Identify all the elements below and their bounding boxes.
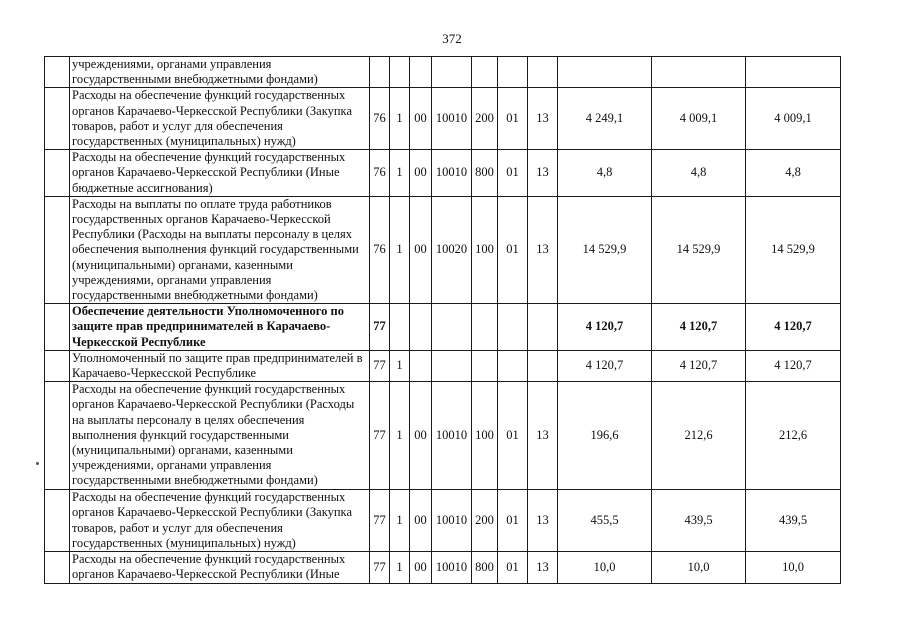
page-number: 372 [442, 31, 462, 46]
amount-year3-cell: 10,0 [746, 552, 841, 584]
razdel-cell: 1 [390, 382, 410, 490]
amount-year2-cell: 439,5 [652, 490, 746, 552]
vedomstvo-cell [370, 57, 390, 88]
program-cell: 00 [410, 196, 432, 303]
amount-year1-cell [558, 57, 652, 88]
vedomstvo-cell: 76 [370, 196, 390, 303]
csr-cell [528, 57, 558, 88]
amount-year2-cell: 10,0 [652, 552, 746, 584]
podrazdel-cell: 01 [498, 150, 528, 197]
podrazdel-cell [498, 350, 528, 381]
table-row [45, 196, 841, 303]
item-name-cell: учреждениями, органами управления государственными внебюджетными фондами) [70, 57, 370, 88]
amount-year3-cell [746, 57, 841, 88]
item-name-cell: Расходы на обеспечение функций государственных органов Карачаево-Черкесской Республики (Иные бюджетные ассигнования) [70, 150, 370, 197]
item-name-cell: Обеспечение деятельности Уполномоченного по защите прав предпринимателей в Карачаево-Черкесской Республике [70, 304, 370, 351]
vid-rashodov-cell: 200 [472, 88, 498, 150]
program-cell [410, 57, 432, 88]
table-row [45, 88, 841, 150]
code-cell: 10010 [432, 382, 472, 490]
program-cell: 00 [410, 150, 432, 197]
razdel-cell [390, 57, 410, 88]
vid-rashodov-cell [472, 57, 498, 88]
table-body [45, 57, 841, 584]
program-cell [410, 350, 432, 381]
row-number-cell [45, 552, 70, 584]
csr-cell [528, 304, 558, 351]
table-row [45, 57, 841, 88]
item-name-cell: Расходы на обеспечение функций государственных органов Карачаево-Черкесской Республики (Закупка товаров, работ и услуг для обеспечения государственных (муниципальных) нужд) [70, 490, 370, 552]
csr-cell: 13 [528, 382, 558, 490]
item-name-cell: Расходы на обеспечение функций государственных органов Карачаево-Черкесской Республики (Закупка товаров, работ и услуг для обеспечения государственных (муниципальных) нужд) [70, 88, 370, 150]
vid-rashodov-cell [472, 304, 498, 351]
vedomstvo-cell: 77 [370, 350, 390, 381]
amount-year3-cell: 4 120,7 [746, 350, 841, 381]
table-row [45, 382, 841, 490]
podrazdel-cell: 01 [498, 490, 528, 552]
table-row [45, 490, 841, 552]
budget-table [44, 56, 841, 584]
table-row [45, 552, 841, 584]
amount-year1-cell: 10,0 [558, 552, 652, 584]
vedomstvo-cell: 77 [370, 490, 390, 552]
razdel-cell: 1 [390, 88, 410, 150]
amount-year2-cell: 4,8 [652, 150, 746, 197]
code-cell: 10010 [432, 150, 472, 197]
code-cell: 10010 [432, 552, 472, 584]
amount-year3-cell: 439,5 [746, 490, 841, 552]
amount-year3-cell: 4 009,1 [746, 88, 841, 150]
vedomstvo-cell: 76 [370, 150, 390, 197]
amount-year2-cell: 4 120,7 [652, 350, 746, 381]
amount-year2-cell: 4 120,7 [652, 304, 746, 351]
podrazdel-cell [498, 57, 528, 88]
item-name-cell: Расходы на обеспечение функций государственных органов Карачаево-Черкесской Республики (Иные [70, 552, 370, 584]
amount-year1-cell: 4 120,7 [558, 304, 652, 351]
item-name-cell: Расходы на выплаты по оплате труда работников государственных органов Карачаево-Черкесской Республики (Расходы на выплаты персоналу в целях обеспечения выполнения функций государственными (муниципальными) органами, казенными учреждениями, органами управления государственными внебюджетными фондами) [70, 196, 370, 303]
item-name-cell: Расходы на обеспечение функций государственных органов Карачаево-Черкесской Республики (Расходы на выплаты персоналу в целях обеспечения выполнения функций государственными (муниципальными) органами, казенными учреждениями, органами управления государственными внебюджетными фондами) [70, 382, 370, 490]
amount-year3-cell: 14 529,9 [746, 196, 841, 303]
amount-year2-cell: 4 009,1 [652, 88, 746, 150]
row-number-cell [45, 304, 70, 351]
amount-year2-cell: 212,6 [652, 382, 746, 490]
vid-rashodov-cell [472, 350, 498, 381]
razdel-cell: 1 [390, 490, 410, 552]
csr-cell: 13 [528, 150, 558, 197]
csr-cell: 13 [528, 196, 558, 303]
razdel-cell: 1 [390, 150, 410, 197]
csr-cell: 13 [528, 552, 558, 584]
vedomstvo-cell: 77 [370, 304, 390, 351]
amount-year3-cell: 4,8 [746, 150, 841, 197]
podrazdel-cell: 01 [498, 196, 528, 303]
vedomstvo-cell: 77 [370, 552, 390, 584]
csr-cell [528, 350, 558, 381]
vid-rashodov-cell: 100 [472, 196, 498, 303]
vid-rashodov-cell: 800 [472, 552, 498, 584]
row-number-cell [45, 150, 70, 197]
table-row [45, 304, 841, 351]
row-number-cell [45, 490, 70, 552]
amount-year1-cell: 196,6 [558, 382, 652, 490]
row-number-cell [45, 350, 70, 381]
amount-year1-cell: 4,8 [558, 150, 652, 197]
code-cell [432, 304, 472, 351]
vid-rashodov-cell: 200 [472, 490, 498, 552]
razdel-cell [390, 304, 410, 351]
amount-year1-cell: 455,5 [558, 490, 652, 552]
razdel-cell: 1 [390, 350, 410, 381]
vid-rashodov-cell: 100 [472, 382, 498, 490]
row-number-cell [45, 88, 70, 150]
podrazdel-cell: 01 [498, 552, 528, 584]
table-row [45, 150, 841, 197]
row-number-cell [45, 196, 70, 303]
csr-cell: 13 [528, 88, 558, 150]
razdel-cell: 1 [390, 196, 410, 303]
program-cell: 00 [410, 382, 432, 490]
amount-year1-cell: 4 249,1 [558, 88, 652, 150]
vedomstvo-cell: 76 [370, 88, 390, 150]
item-name-cell: Уполномоченный по защите прав предпринимателей в Карачаево-Черкесской Республике [70, 350, 370, 381]
amount-year3-cell: 4 120,7 [746, 304, 841, 351]
razdel-cell: 1 [390, 552, 410, 584]
amount-year1-cell: 14 529,9 [558, 196, 652, 303]
vedomstvo-cell: 77 [370, 382, 390, 490]
podrazdel-cell [498, 304, 528, 351]
amount-year2-cell: 14 529,9 [652, 196, 746, 303]
vid-rashodov-cell: 800 [472, 150, 498, 197]
program-cell: 00 [410, 490, 432, 552]
row-number-cell [45, 57, 70, 88]
code-cell: 10010 [432, 490, 472, 552]
amount-year2-cell [652, 57, 746, 88]
code-cell: 10010 [432, 88, 472, 150]
amount-year3-cell: 212,6 [746, 382, 841, 490]
code-cell: 10020 [432, 196, 472, 303]
podrazdel-cell: 01 [498, 382, 528, 490]
scan-speck [36, 462, 39, 465]
podrazdel-cell: 01 [498, 88, 528, 150]
program-cell: 00 [410, 88, 432, 150]
program-cell: 00 [410, 552, 432, 584]
csr-cell: 13 [528, 490, 558, 552]
code-cell [432, 350, 472, 381]
code-cell [432, 57, 472, 88]
program-cell [410, 304, 432, 351]
amount-year1-cell: 4 120,7 [558, 350, 652, 381]
row-number-cell [45, 382, 70, 490]
table-row [45, 350, 841, 381]
